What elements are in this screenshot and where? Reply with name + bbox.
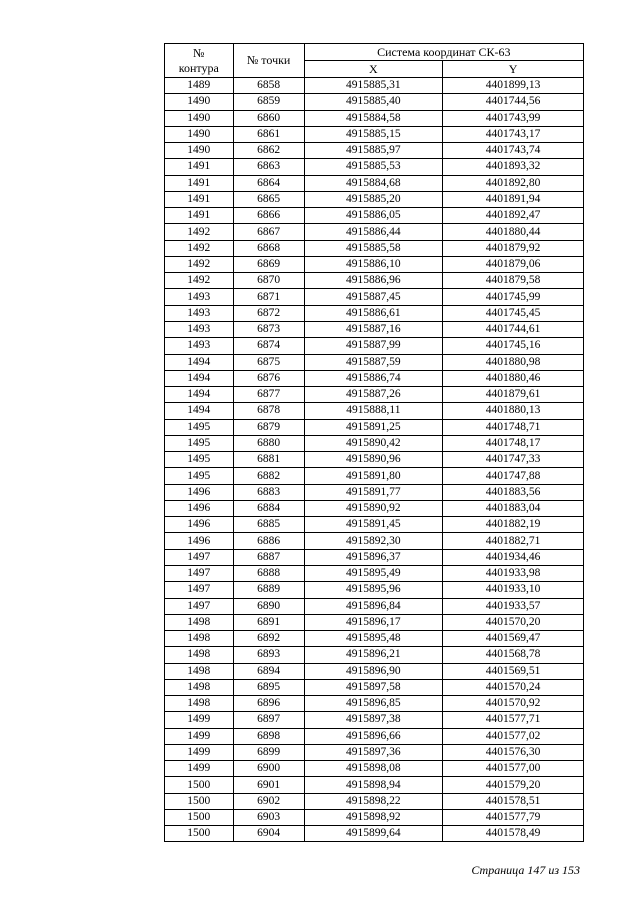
cell-x: 4915892,30: [304, 533, 442, 549]
cell-y: 4401933,10: [443, 582, 584, 598]
cell-contour: 1491: [165, 191, 234, 207]
cell-contour: 1498: [165, 647, 234, 663]
cell-contour: 1490: [165, 143, 234, 159]
cell-contour: 1497: [165, 565, 234, 581]
cell-point: 6863: [233, 159, 304, 175]
cell-point: 6887: [233, 549, 304, 565]
cell-y: 4401744,61: [443, 321, 584, 337]
cell-contour: 1492: [165, 224, 234, 240]
table-row: [165, 647, 584, 663]
table-row: [165, 191, 584, 207]
cell-y: 4401743,17: [443, 126, 584, 142]
cell-x: 4915896,21: [304, 647, 442, 663]
cell-y: 4401891,94: [443, 191, 584, 207]
cell-y: 4401882,71: [443, 533, 584, 549]
cell-contour: 1498: [165, 679, 234, 695]
cell-contour: 1495: [165, 468, 234, 484]
cell-contour: 1489: [165, 78, 234, 94]
cell-y: 4401879,92: [443, 240, 584, 256]
cell-y: 4401745,45: [443, 305, 584, 321]
table-row: [165, 728, 584, 744]
cell-point: 6864: [233, 175, 304, 191]
table-row: [165, 468, 584, 484]
header-contour: [165, 44, 234, 78]
table-header: [165, 44, 584, 78]
cell-contour: 1498: [165, 614, 234, 630]
table-row: [165, 582, 584, 598]
cell-x: 4915898,94: [304, 777, 442, 793]
table-row: [165, 387, 584, 403]
cell-point: 6883: [233, 484, 304, 500]
cell-y: 4401882,19: [443, 517, 584, 533]
cell-contour: 1500: [165, 809, 234, 825]
cell-y: 4401577,71: [443, 712, 584, 728]
cell-x: 4915886,74: [304, 370, 442, 386]
table-row: [165, 663, 584, 679]
table-row: [165, 452, 584, 468]
table-row: [165, 305, 584, 321]
cell-y: 4401744,56: [443, 94, 584, 110]
cell-point: 6890: [233, 598, 304, 614]
cell-point: 6894: [233, 663, 304, 679]
cell-y: 4401883,04: [443, 500, 584, 516]
cell-point: 6886: [233, 533, 304, 549]
table-row: [165, 370, 584, 386]
cell-x: 4915890,96: [304, 452, 442, 468]
cell-x: 4915884,58: [304, 110, 442, 126]
cell-x: 4915887,26: [304, 387, 442, 403]
table-row: [165, 208, 584, 224]
header-coordinate-system: Система координат СК-63: [304, 44, 583, 61]
cell-y: 4401579,20: [443, 777, 584, 793]
cell-point: 6865: [233, 191, 304, 207]
table-row: [165, 809, 584, 825]
cell-contour: 1490: [165, 110, 234, 126]
cell-contour: 1493: [165, 321, 234, 337]
cell-y: 4401893,32: [443, 159, 584, 175]
table-row: [165, 631, 584, 647]
cell-point: 6858: [233, 78, 304, 94]
cell-contour: 1493: [165, 289, 234, 305]
cell-point: 6872: [233, 305, 304, 321]
cell-x: 4915890,42: [304, 435, 442, 451]
cell-point: 6873: [233, 321, 304, 337]
cell-contour: 1499: [165, 761, 234, 777]
table-row: [165, 273, 584, 289]
header-contour-line2: контура: [178, 60, 219, 75]
cell-x: 4915886,96: [304, 273, 442, 289]
cell-x: 4915896,84: [304, 598, 442, 614]
table-row: [165, 549, 584, 565]
table-row: [165, 777, 584, 793]
cell-y: 4401879,58: [443, 273, 584, 289]
cell-contour: 1493: [165, 338, 234, 354]
cell-contour: 1491: [165, 159, 234, 175]
cell-point: 6882: [233, 468, 304, 484]
table-row: [165, 110, 584, 126]
cell-y: 4401933,57: [443, 598, 584, 614]
header-y: Y: [443, 61, 584, 78]
cell-x: 4915887,59: [304, 354, 442, 370]
cell-contour: 1494: [165, 387, 234, 403]
cell-point: 6869: [233, 256, 304, 272]
cell-x: 4915885,58: [304, 240, 442, 256]
coordinates-table: [164, 43, 584, 842]
cell-point: 6878: [233, 403, 304, 419]
cell-y: 4401568,78: [443, 647, 584, 663]
table-row: [165, 175, 584, 191]
cell-contour: 1494: [165, 354, 234, 370]
cell-point: 6901: [233, 777, 304, 793]
cell-y: 4401748,71: [443, 419, 584, 435]
cell-x: 4915898,22: [304, 793, 442, 809]
cell-x: 4915887,99: [304, 338, 442, 354]
cell-x: 4915895,96: [304, 582, 442, 598]
table-row: [165, 126, 584, 142]
cell-y: 4401578,51: [443, 793, 584, 809]
cell-x: 4915891,45: [304, 517, 442, 533]
cell-y: 4401883,56: [443, 484, 584, 500]
page-number: Страница 147 из 153: [471, 863, 580, 877]
table-row: [165, 598, 584, 614]
cell-point: 6902: [233, 793, 304, 809]
cell-x: 4915884,68: [304, 175, 442, 191]
cell-contour: 1498: [165, 696, 234, 712]
cell-x: 4915897,36: [304, 744, 442, 760]
cell-x: 4915886,44: [304, 224, 442, 240]
cell-x: 4915895,48: [304, 631, 442, 647]
table-row: [165, 500, 584, 516]
cell-x: 4915891,25: [304, 419, 442, 435]
cell-contour: 1496: [165, 517, 234, 533]
cell-x: 4915898,92: [304, 809, 442, 825]
cell-x: 4915885,20: [304, 191, 442, 207]
cell-point: 6868: [233, 240, 304, 256]
cell-x: 4915896,17: [304, 614, 442, 630]
header-point: № точки: [233, 44, 304, 78]
cell-y: 4401880,44: [443, 224, 584, 240]
table-row: [165, 354, 584, 370]
table-row: [165, 517, 584, 533]
cell-contour: 1498: [165, 631, 234, 647]
table-row: [165, 712, 584, 728]
cell-y: 4401576,30: [443, 744, 584, 760]
table-row: [165, 614, 584, 630]
cell-y: 4401569,51: [443, 663, 584, 679]
cell-point: 6897: [233, 712, 304, 728]
cell-contour: 1494: [165, 370, 234, 386]
table-row: [165, 826, 584, 842]
cell-point: 6870: [233, 273, 304, 289]
cell-x: 4915896,66: [304, 728, 442, 744]
cell-point: 6875: [233, 354, 304, 370]
cell-point: 6859: [233, 94, 304, 110]
cell-contour: 1500: [165, 777, 234, 793]
cell-contour: 1497: [165, 549, 234, 565]
cell-point: 6904: [233, 826, 304, 842]
cell-x: 4915896,90: [304, 663, 442, 679]
cell-contour: 1498: [165, 663, 234, 679]
table-body: [165, 78, 584, 842]
cell-x: 4915885,31: [304, 78, 442, 94]
cell-contour: 1493: [165, 305, 234, 321]
cell-x: 4915885,97: [304, 143, 442, 159]
table-row: [165, 159, 584, 175]
cell-x: 4915897,58: [304, 679, 442, 695]
cell-contour: 1496: [165, 500, 234, 516]
cell-contour: 1500: [165, 826, 234, 842]
cell-y: 4401577,00: [443, 761, 584, 777]
cell-contour: 1500: [165, 793, 234, 809]
table-row: [165, 240, 584, 256]
cell-point: 6876: [233, 370, 304, 386]
cell-y: 4401745,16: [443, 338, 584, 354]
table-row: [165, 696, 584, 712]
cell-y: 4401569,47: [443, 631, 584, 647]
cell-point: 6861: [233, 126, 304, 142]
cell-y: 4401880,46: [443, 370, 584, 386]
cell-y: 4401577,02: [443, 728, 584, 744]
cell-point: 6881: [233, 452, 304, 468]
cell-x: 4915890,92: [304, 500, 442, 516]
cell-y: 4401892,47: [443, 208, 584, 224]
cell-y: 4401578,49: [443, 826, 584, 842]
cell-point: 6879: [233, 419, 304, 435]
cell-x: 4915891,77: [304, 484, 442, 500]
cell-contour: 1495: [165, 419, 234, 435]
cell-point: 6862: [233, 143, 304, 159]
cell-point: 6884: [233, 500, 304, 516]
cell-contour: 1499: [165, 728, 234, 744]
cell-y: 4401748,17: [443, 435, 584, 451]
cell-y: 4401747,88: [443, 468, 584, 484]
header-x: X: [304, 61, 442, 78]
cell-x: 4915885,40: [304, 94, 442, 110]
cell-point: 6900: [233, 761, 304, 777]
cell-y: 4401934,46: [443, 549, 584, 565]
cell-point: 6889: [233, 582, 304, 598]
cell-contour: 1497: [165, 582, 234, 598]
cell-x: 4915887,16: [304, 321, 442, 337]
cell-contour: 1491: [165, 175, 234, 191]
table-row: [165, 338, 584, 354]
cell-x: 4915898,08: [304, 761, 442, 777]
cell-y: 4401879,06: [443, 256, 584, 272]
table-row: [165, 289, 584, 305]
table-row: [165, 321, 584, 337]
table-row: [165, 224, 584, 240]
cell-point: 6874: [233, 338, 304, 354]
cell-point: 6877: [233, 387, 304, 403]
cell-contour: 1496: [165, 533, 234, 549]
table-row: [165, 435, 584, 451]
cell-x: 4915885,15: [304, 126, 442, 142]
cell-contour: 1495: [165, 435, 234, 451]
cell-point: 6860: [233, 110, 304, 126]
cell-contour: 1495: [165, 452, 234, 468]
cell-point: 6896: [233, 696, 304, 712]
cell-contour: 1499: [165, 744, 234, 760]
cell-y: 4401879,61: [443, 387, 584, 403]
header-contour-line1: №: [193, 45, 205, 60]
cell-point: 6893: [233, 647, 304, 663]
cell-x: 4915899,64: [304, 826, 442, 842]
table-row: [165, 533, 584, 549]
cell-contour: 1490: [165, 126, 234, 142]
cell-point: 6888: [233, 565, 304, 581]
cell-point: 6866: [233, 208, 304, 224]
cell-contour: 1497: [165, 598, 234, 614]
table-row: [165, 403, 584, 419]
table-row: [165, 565, 584, 581]
cell-x: 4915896,37: [304, 549, 442, 565]
cell-x: 4915896,85: [304, 696, 442, 712]
cell-contour: 1492: [165, 256, 234, 272]
cell-contour: 1490: [165, 94, 234, 110]
cell-point: 6895: [233, 679, 304, 695]
cell-x: 4915891,80: [304, 468, 442, 484]
cell-x: 4915886,61: [304, 305, 442, 321]
cell-y: 4401570,20: [443, 614, 584, 630]
cell-contour: 1499: [165, 712, 234, 728]
cell-x: 4915886,10: [304, 256, 442, 272]
table-row: [165, 78, 584, 94]
cell-contour: 1494: [165, 403, 234, 419]
table-row: [165, 143, 584, 159]
cell-point: 6880: [233, 435, 304, 451]
cell-x: 4915888,11: [304, 403, 442, 419]
table-row: [165, 744, 584, 760]
cell-y: 4401743,74: [443, 143, 584, 159]
cell-x: 4915887,45: [304, 289, 442, 305]
cell-y: 4401570,24: [443, 679, 584, 695]
cell-y: 4401880,13: [443, 403, 584, 419]
cell-point: 6885: [233, 517, 304, 533]
cell-point: 6892: [233, 631, 304, 647]
cell-y: 4401577,79: [443, 809, 584, 825]
cell-point: 6871: [233, 289, 304, 305]
cell-x: 4915895,49: [304, 565, 442, 581]
cell-contour: 1492: [165, 240, 234, 256]
table-row: [165, 484, 584, 500]
cell-contour: 1492: [165, 273, 234, 289]
table-row: [165, 679, 584, 695]
cell-y: 4401899,13: [443, 78, 584, 94]
table-row: [165, 256, 584, 272]
cell-contour: 1491: [165, 208, 234, 224]
table-row: [165, 793, 584, 809]
cell-point: 6891: [233, 614, 304, 630]
cell-y: 4401892,80: [443, 175, 584, 191]
cell-y: 4401880,98: [443, 354, 584, 370]
cell-contour: 1496: [165, 484, 234, 500]
table-row: [165, 419, 584, 435]
table-row: [165, 94, 584, 110]
cell-point: 6898: [233, 728, 304, 744]
table-row: [165, 761, 584, 777]
cell-x: 4915897,38: [304, 712, 442, 728]
cell-x: 4915886,05: [304, 208, 442, 224]
cell-y: 4401747,33: [443, 452, 584, 468]
cell-y: 4401743,99: [443, 110, 584, 126]
cell-x: 4915885,53: [304, 159, 442, 175]
cell-y: 4401745,99: [443, 289, 584, 305]
cell-point: 6867: [233, 224, 304, 240]
cell-y: 4401933,98: [443, 565, 584, 581]
cell-point: 6899: [233, 744, 304, 760]
cell-point: 6903: [233, 809, 304, 825]
cell-y: 4401570,92: [443, 696, 584, 712]
